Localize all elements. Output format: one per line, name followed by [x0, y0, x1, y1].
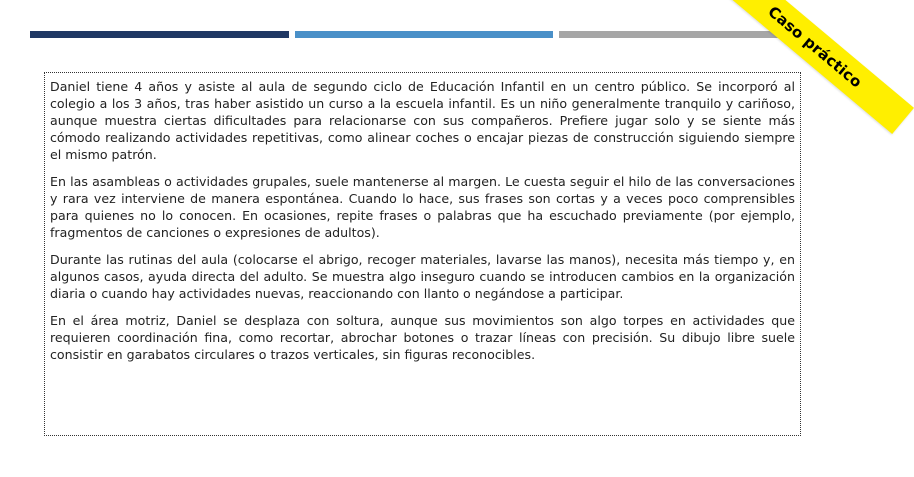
header-bar-blue [295, 31, 553, 38]
case-text-box [44, 72, 801, 436]
case-paragraph-3: Durante las rutinas del aula (colocarse el abrigo, recoger materiales, lavarse las manos), necesita más tiempo y, en algunos casos, ayuda directa del adulto. Se muestra algo inseguro cuando se introducen cambios en la organización diaria o cuando hay actividades nuevas, reaccionando con llanto o negándose a participar. [50, 252, 795, 301]
header-bar-dark [30, 31, 289, 38]
case-paragraph-4: En el área motriz, Daniel se desplaza con soltura, aunque sus movimientos son algo torpes en actividades que requieren coordinación fina, como recortar, abrochar botones o trazar líneas con precisión. Su dibujo libre suele consistir en garabatos circulares o trazos verticales, sin figuras reconocibles. [50, 313, 795, 362]
case-paragraph-1: Daniel tiene 4 años y asiste al aula de segundo ciclo de Educación Infantil en un centro público. Se incorporó al colegio a los 3 años, tras haber asistido un curso a la escuela infantil. Es un niño generalmente tranquilo y cariñoso, aunque muestra ciertas dificultades para relacionarse con sus compañeros. Prefiere jugar solo y se siente más cómodo realizando actividades repetitivas, como alinear coches o encajar piezas de construcción siguiendo siempre el mismo patrón. [50, 79, 795, 162]
corner-ribbon-label: Caso práctico [764, 2, 866, 92]
case-paragraph-2: En las asambleas o actividades grupales, suele mantenerse al margen. Le cuesta seguir el hilo de las conversaciones y rara vez interviene de manera espontánea. Cuando lo hace, sus frases son cortas y a veces poco comprensibles para quienes no lo conocen. En ocasiones, repite frases o palabras que ha escuchado previamente (por ejemplo, fragmentos de canciones o expresiones de adultos). [50, 174, 795, 240]
